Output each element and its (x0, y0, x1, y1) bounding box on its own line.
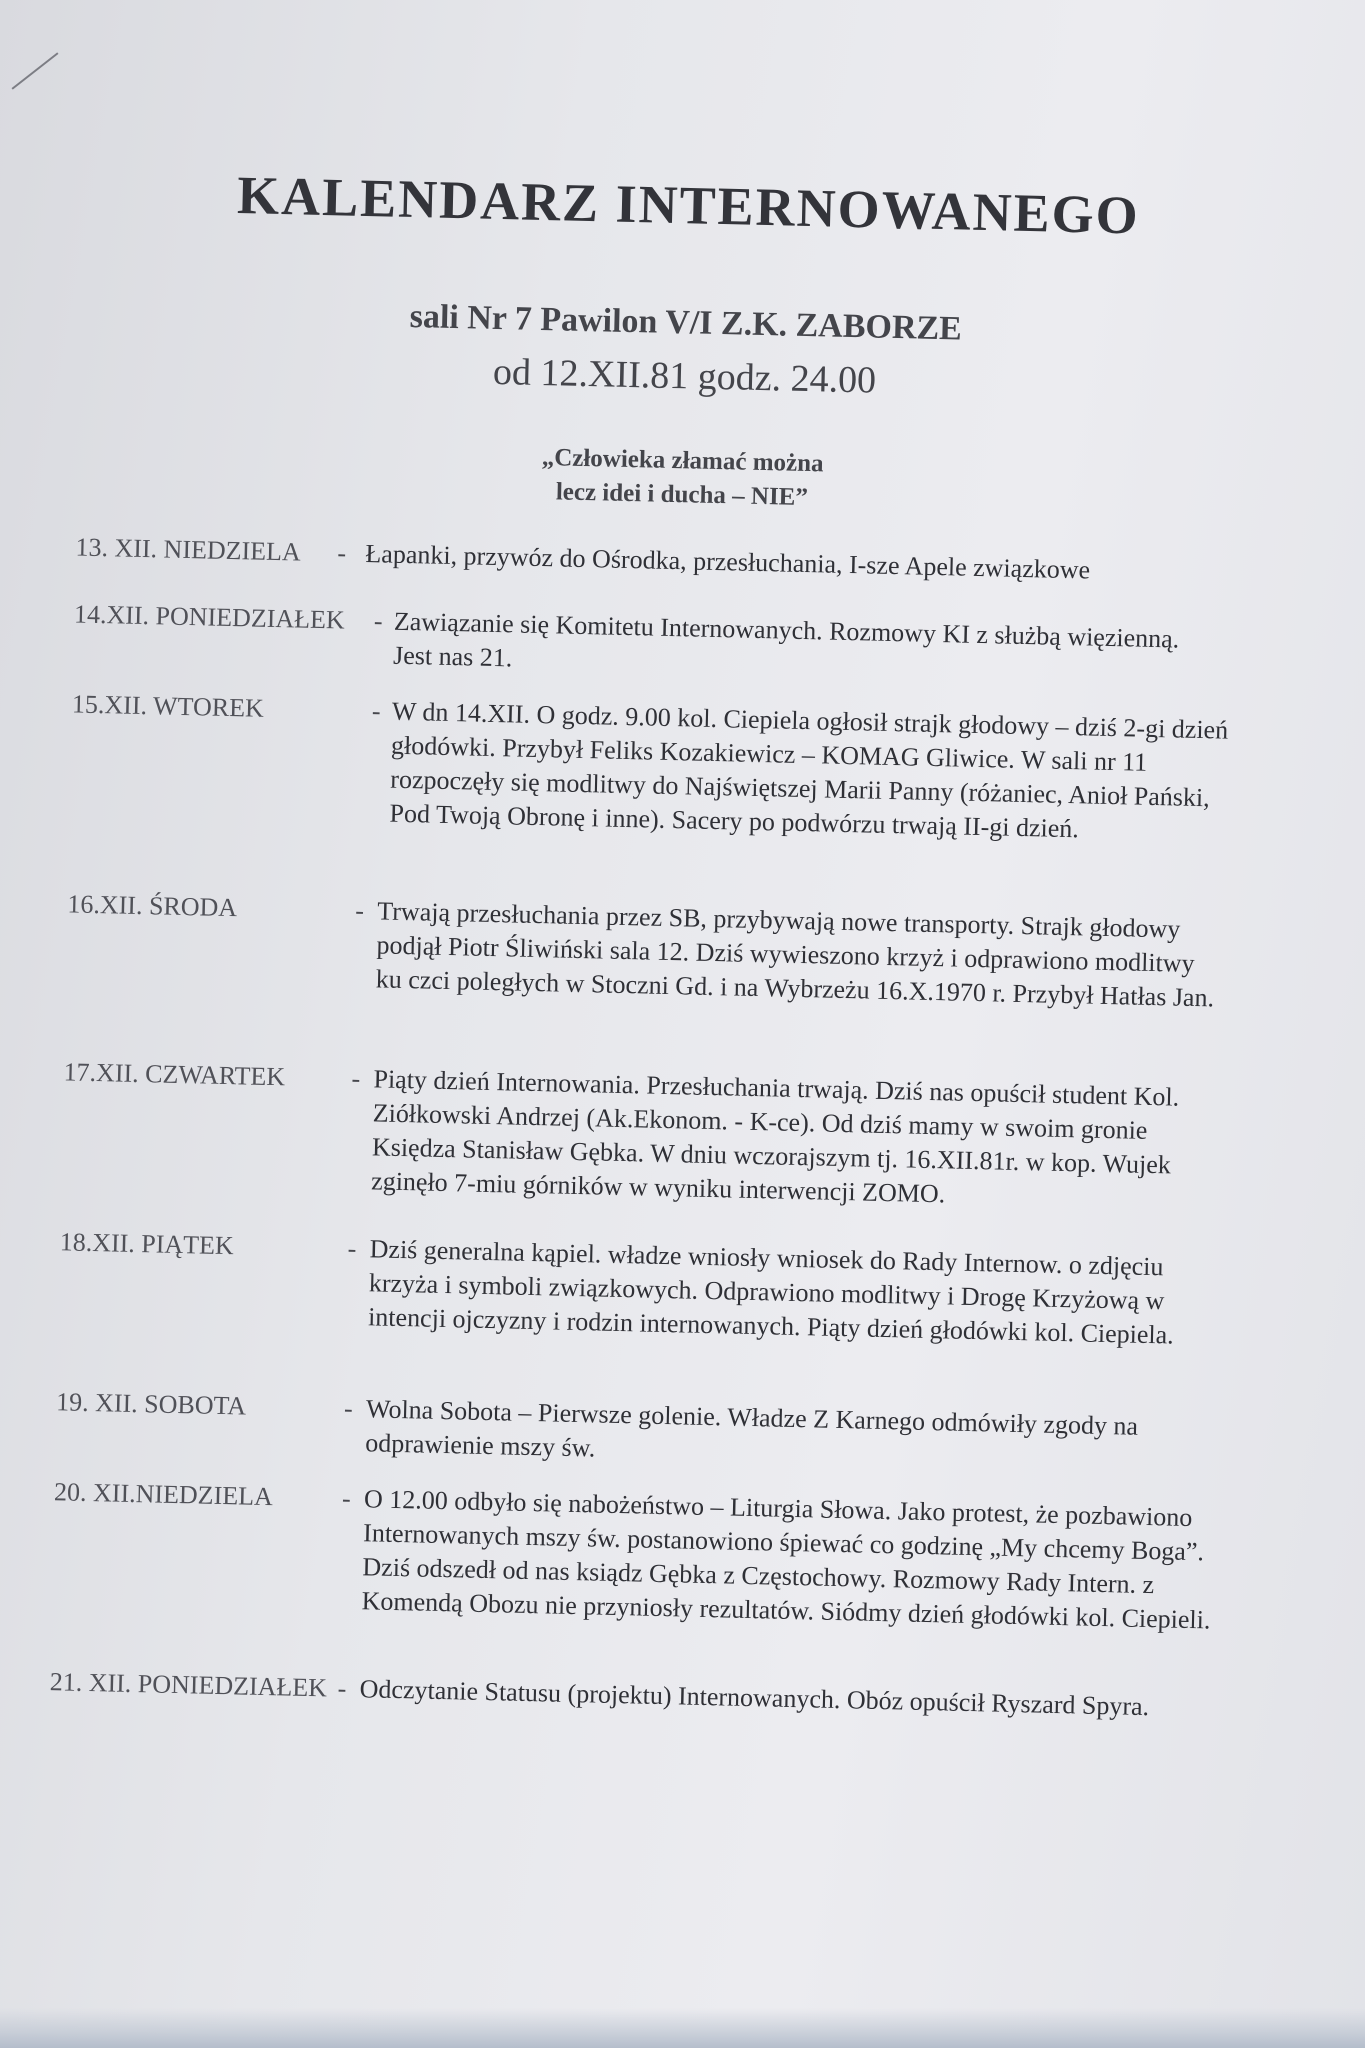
entry-dash: - (355, 895, 365, 926)
calendar-entry (67, 887, 1248, 1013)
motto-line: lecz idei i ducha – NIE” (555, 478, 809, 512)
calendar-entry (73, 597, 1254, 673)
entry-day: 15.XII. WTOREK (71, 689, 265, 723)
plastic-sleeve-edge (0, 2008, 1365, 2048)
page-subtitle: sali Nr 7 Pawilon V/I Z.K. ZABORZE (409, 297, 963, 348)
calendar-entry (75, 530, 1256, 585)
calendar-entry (59, 1225, 1240, 1350)
entry-day: 17.XII. CZWARTEK (63, 1057, 286, 1092)
entry-day: 16.XII. ŚRODA (67, 889, 238, 923)
entry-text: W dn 14.XII. O godz. 9.00 kol. Ciepiela ogłosił strajk głodowy – dziś 2-gi dzień głodówki. Przybył Feliks Kozakiewicz – KOMAG Gliwice. W sali nr 11 rozpoczęły się modlitwy do Najświętszej Marii Panny (różaniec, Anioł Pański, Pod Twoją Obronę i inne). Sacery po podwórzu trwają II-gi dzień. (389, 696, 1229, 844)
entry-day: 18.XII. PIĄTEK (59, 1227, 235, 1261)
entry-text: O 12.00 odbyło się nabożeństwo – Liturgia Słowa. Jako protest, że pozbawiono Internowanych mszy św. postanowiono śpiewać co godzinę „My chcemy Boga”. Dziś odszedł od nas ksiądz Gębka z Częstochowy. Rozmowy Rady Intern. z Komendą Obozu nie przyniosły rezultatów. Siódmy dzień głodówki kol. Ciepieli. (361, 1484, 1211, 1635)
calendar-entry (55, 1385, 1237, 1463)
entry-text: Zawiązanie się Komitetu Internowanych. Rozmowy KI z służbą więzienną. Jest nas 21. (392, 606, 1180, 673)
entry-text: Wolna Sobota – Pierwsze golenie. Władze Z Karnego odmówiły zgody na odprawienie mszy św. (364, 1394, 1139, 1463)
entry-text: Dziś generalna kąpiel. władze wniosły wniosek do Rady Internow. o zdjęciu krzyża i symboli związkowych. Odprawiono modlitwy i Drogę Krzyżową w intencji ojczyzny i rodzin internowanych. Piąty dzień głodówki kol. Ciepiela. (367, 1234, 1175, 1350)
entry-dash: - (337, 538, 347, 568)
entry-day: 20. XII.NIEDZIELA (53, 1477, 274, 1512)
calendar-entry (49, 1665, 1230, 1722)
entry-dash: - (351, 1063, 361, 1094)
entry-text: Odczytanie Statusu (projektu) Internowanych. Obóz opuścił Ryszard Spyra. (359, 1674, 1150, 1722)
entry-day: 13. XII. NIEDZIELA (75, 532, 302, 567)
date-line: od 12.XII.81 godz. 24.00 (492, 350, 877, 402)
entry-text: Łapanki, przywóz do Ośrodka, przesłuchania, I-sze Apele związkowe (365, 539, 1091, 585)
page-title: KALENDARZ INTERNOWANEGO (236, 165, 1141, 246)
entry-text: Trwają przesłuchania przez SB, przybywają nowe transporty. Strajk głodowy podjął Piotr Śliwiński sala 12. Dziś wywieszono krzyż i odprawiono modlitwy ku czci poległych w Stoczni Gd. i na Wybrzeżu 16.X.1970 r. Przybył Hatłas Jan. (375, 896, 1215, 1013)
entry-day: 14.XII. PONIEDZIAŁEK (73, 599, 346, 635)
entry-day: 21. XII. PONIEDZIAŁEK (49, 1667, 328, 1703)
entry-dash: - (373, 606, 383, 636)
entry-dash: - (341, 1483, 352, 1513)
calendar-entry (63, 1055, 1244, 1209)
entry-text: Piąty dzień Internowania. Przesłuchania trwają. Dziś nas opuścił student Kol. Ziółkowski Andrzej (Ak.Ekonom. - K-ce). Od dziś mamy w swoim gronie Księdza Stanisław Gębka. W dniu wczorajszym tj. 16.XII.81r. w kop. Wujek zginęło 7-miu górników w wyniku interwencji ZOMO. (370, 1064, 1180, 1209)
calendar-entry (71, 687, 1252, 844)
motto (382, 437, 983, 519)
calendar-entry (53, 1475, 1234, 1635)
entry-dash: - (371, 696, 381, 726)
document-body (49, 130, 1240, 1722)
motto-line: „Człowieka złamać można (541, 444, 824, 478)
entry-day: 19. XII. SOBOTA (55, 1387, 247, 1421)
sleeve-mark (12, 52, 59, 89)
entry-dash: - (343, 1393, 354, 1423)
entry-dash: - (337, 1673, 347, 1703)
entry-dash: - (347, 1233, 357, 1264)
